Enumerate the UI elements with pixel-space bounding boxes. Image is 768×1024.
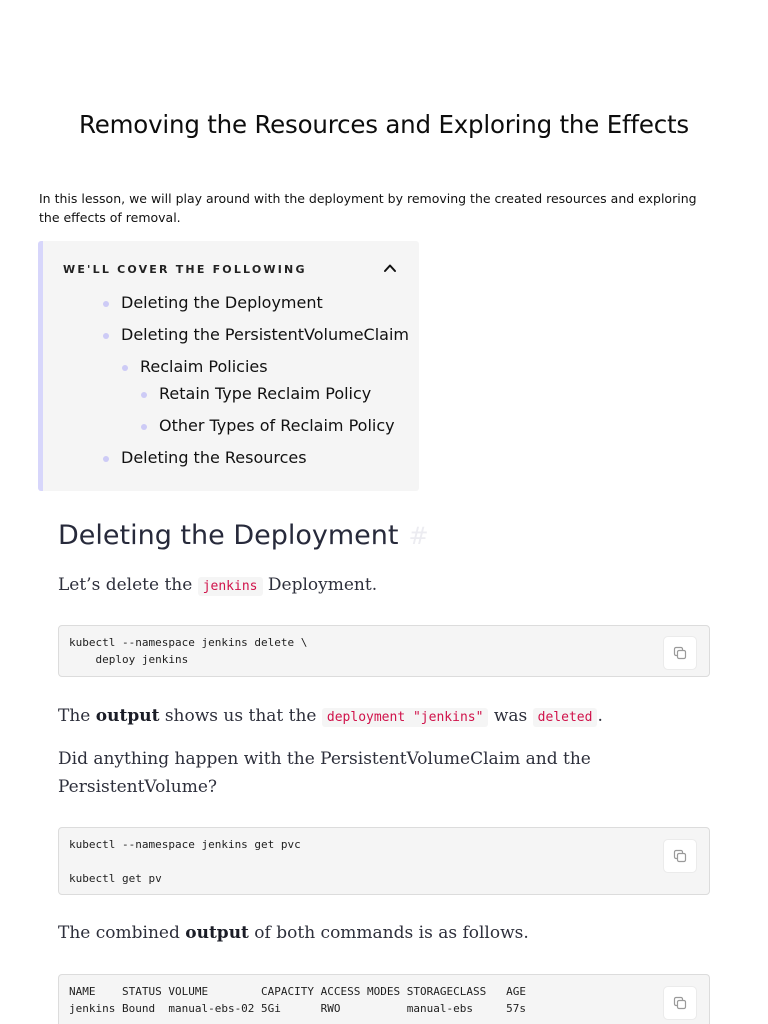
copy-icon xyxy=(673,996,687,1010)
toc-item-deleting-deployment[interactable] xyxy=(121,293,323,312)
lesson-intro: In this lesson, we will play around with the deployment by removing the created resources and exploring the effects of removal. xyxy=(39,191,697,225)
code-block-delete xyxy=(58,625,710,677)
copy-icon xyxy=(673,646,687,660)
toc-item-label[interactable]: Deleting the PersistentVolumeClaim xyxy=(121,325,410,344)
toc-panel xyxy=(38,241,419,491)
section-heading-text: Deleting the Deployment xyxy=(58,520,399,551)
section-heading xyxy=(58,520,429,551)
bullet-icon xyxy=(122,365,128,371)
paragraph-text: Deployment. xyxy=(262,575,378,595)
toc-item-label[interactable]: Reclaim Policies xyxy=(140,357,268,376)
paragraph-text: The xyxy=(58,706,96,726)
paragraph-text: The combined xyxy=(58,923,186,943)
toc-heading: WE'LL COVER THE FOLLOWING xyxy=(63,263,307,276)
code-text: kubectl --namespace jenkins get pvc kubectl get pv xyxy=(69,838,301,885)
copy-button[interactable] xyxy=(663,986,697,1020)
bold-text: output xyxy=(185,923,249,943)
anchor-link[interactable]: # xyxy=(408,522,429,550)
code-text: NAME STATUS VOLUME CAPACITY ACCESS MODES STORAGECLASS AGE jenkins Bound manual-ebs-02 5Gi RWO manual-ebs 57s xyxy=(69,985,526,1015)
copy-icon xyxy=(673,849,687,863)
toc-item-deleting-resources[interactable] xyxy=(121,448,307,467)
toc-item-label[interactable]: Retain Type Reclaim Policy xyxy=(159,384,372,403)
paragraph-question: Did anything happen with the PersistentVolumeClaim and the PersistentVolume? xyxy=(58,749,591,797)
inline-code: deleted xyxy=(533,708,598,727)
toc-list xyxy=(43,241,419,491)
paragraph-output xyxy=(58,702,718,732)
paragraph-text: shows us that the xyxy=(159,706,322,726)
paragraph-text: . xyxy=(597,706,603,726)
toc-item-retain-policy[interactable] xyxy=(159,384,371,403)
bullet-icon xyxy=(141,424,147,430)
inline-code: jenkins xyxy=(198,577,263,596)
inline-code: deployment "jenkins" xyxy=(322,708,489,727)
bullet-icon xyxy=(103,456,109,462)
bullet-icon xyxy=(103,301,109,307)
bullet-icon xyxy=(141,392,147,398)
copy-button[interactable] xyxy=(663,636,697,670)
code-block-output xyxy=(58,974,710,1024)
toc-item-label[interactable]: Other Types of Reclaim Policy xyxy=(159,416,395,435)
code-block-get xyxy=(58,827,710,895)
copy-button[interactable] xyxy=(663,839,697,873)
toc-item-label[interactable]: Deleting the Deployment xyxy=(121,293,323,312)
paragraph-text: was xyxy=(488,706,533,726)
toc-item-deleting-pvc[interactable] xyxy=(121,325,409,344)
bullet-icon xyxy=(103,333,109,339)
toc-item-reclaim-policies[interactable] xyxy=(140,357,268,376)
toc-item-label[interactable]: Deleting the Resources xyxy=(121,448,307,467)
page-title: Removing the Resources and Exploring the Effects xyxy=(79,110,689,139)
paragraph-text: Let’s delete the xyxy=(58,575,198,595)
paragraph-delete-intro xyxy=(58,571,718,601)
toc-item-other-policies[interactable] xyxy=(159,416,395,435)
bold-text: output xyxy=(95,706,160,726)
paragraph-combined-output xyxy=(58,919,718,947)
code-text: kubectl --namespace jenkins delete \ deploy jenkins xyxy=(69,636,308,666)
paragraph-text: of both commands is as follows. xyxy=(248,923,529,943)
